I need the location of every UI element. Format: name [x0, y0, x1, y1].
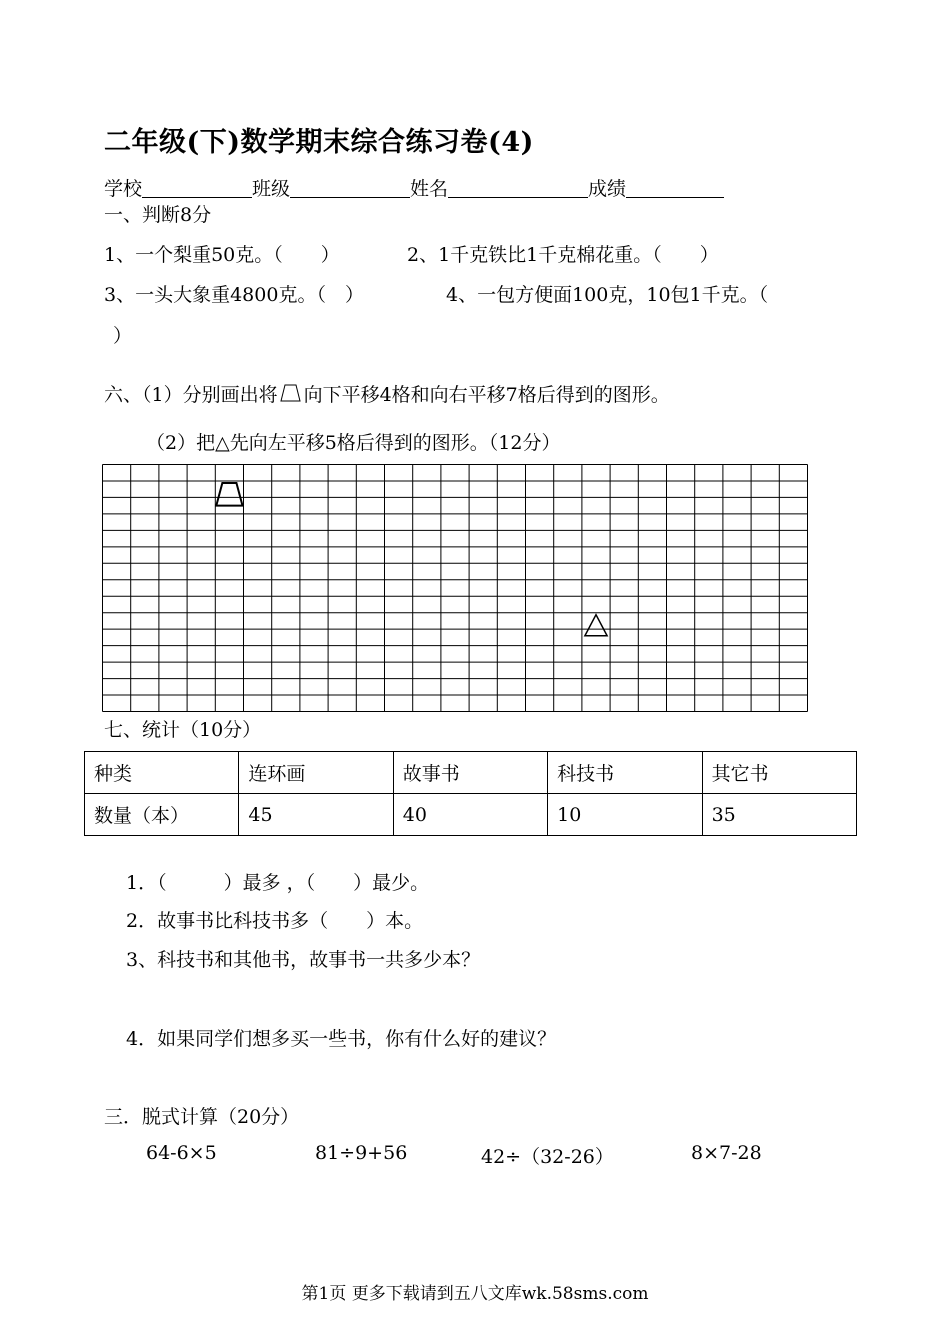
- table-cell: 10: [548, 794, 702, 836]
- class-blank[interactable]: [290, 177, 410, 198]
- section7-heading: 七、统计（10分）: [104, 719, 262, 741]
- section6-line2: （2）把△先向左平移5格后得到的图形。（12分）: [146, 432, 561, 454]
- judge-question-1: 1、一个梨重50克。（ ）: [104, 244, 340, 266]
- judge-question-4: 4、一包方便面100克，10包1千克。（: [446, 284, 769, 306]
- trapezoid-icon: [280, 383, 302, 403]
- school-blank[interactable]: [142, 177, 252, 198]
- calc-problem: 81÷9+56: [315, 1142, 408, 1164]
- judge-question-3: 3、一头大象重4800克。（ ）: [104, 284, 364, 306]
- student-info-line: [104, 174, 724, 201]
- table-row: [85, 794, 857, 836]
- stats-question-4: 4．如果同学们想多买一些书，你有什么好的建议？: [126, 1028, 557, 1050]
- table-cell: 故事书: [393, 752, 547, 794]
- section6-line1: [104, 380, 670, 407]
- page-title: 二年级(下)数学期末综合练习卷(4): [104, 127, 534, 158]
- book-stats-table: [84, 751, 857, 836]
- page-footer: 第1页 更多下载请到五八文库wk.58sms.com: [301, 1284, 649, 1304]
- table-cell: 种类: [85, 752, 239, 794]
- name-label: 姓名: [410, 178, 449, 200]
- section6-line1-before: 六、（1）分别画出将: [104, 384, 278, 406]
- stats-question-1: 1．（ ）最多 ，（ ）最少。: [126, 872, 430, 894]
- section6-line1-after: 向下平移4格和向右平移7格后得到的图形。: [303, 384, 670, 406]
- score-blank[interactable]: [626, 177, 724, 198]
- table-cell: 35: [702, 794, 856, 836]
- table-cell: 45: [239, 794, 393, 836]
- judge-question-2: 2、1千克铁比1千克棉花重。（ ）: [407, 244, 719, 266]
- score-label: 成绩: [588, 178, 627, 200]
- table-cell: 数量（本）: [85, 794, 239, 836]
- calc-problem: 42÷（32-26）: [481, 1146, 614, 1168]
- class-label: 班级: [252, 178, 291, 200]
- trapezoid-shape: [216, 483, 242, 506]
- table-header-row: [85, 752, 857, 794]
- section3-heading: 三．脱式计算（20分）: [104, 1106, 300, 1128]
- school-label: 学校: [104, 178, 143, 200]
- stats-question-3: 3、科技书和其他书，故事书一共多少本？: [126, 949, 481, 971]
- section1-heading: 一、判断8分: [104, 204, 212, 226]
- judge-question-4-close: ）: [113, 325, 133, 347]
- table-cell: 其它书: [702, 752, 856, 794]
- calc-problem: 64-6×5: [146, 1142, 217, 1164]
- table-cell: 40: [393, 794, 547, 836]
- name-blank[interactable]: [448, 177, 588, 198]
- translation-grid[interactable]: [102, 464, 808, 712]
- table-cell: 科技书: [548, 752, 702, 794]
- calc-problem: 8×7-28: [691, 1142, 762, 1164]
- stats-question-2: 2．故事书比科技书多（ ）本。: [126, 910, 424, 932]
- triangle-shape: [585, 615, 607, 636]
- table-cell: 连环画: [239, 752, 393, 794]
